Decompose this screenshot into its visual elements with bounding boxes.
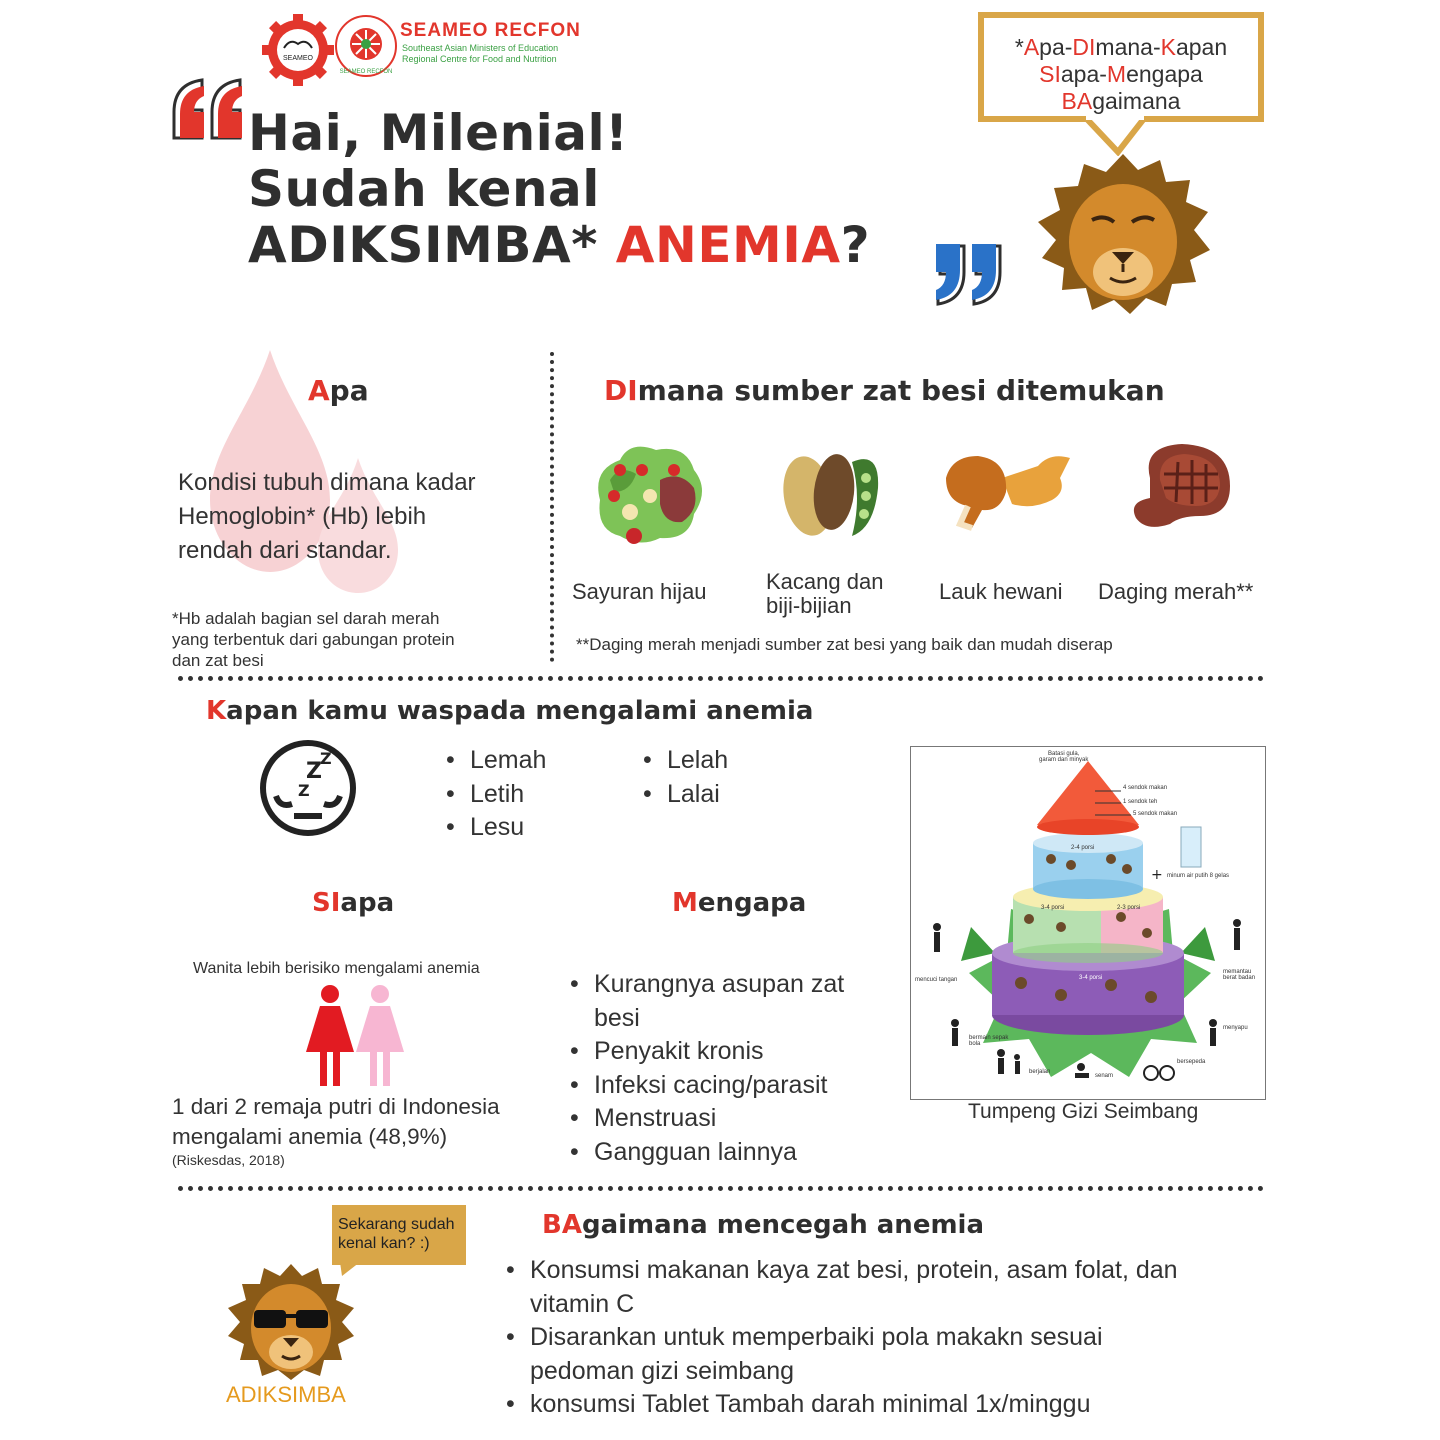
list-item: • Lesu [444,811,546,845]
vertical-divider [550,352,554,662]
prevention-list [504,1254,1178,1422]
food-label-kacang: Kacang dan biji-bijian [766,569,884,618]
salad-icon [590,440,710,548]
tumpeng-caption: Tumpeng Gizi Seimbang [968,1100,1199,1123]
svg-text:Z: Z [320,749,332,768]
title-line-2: Sudah kenal [248,160,600,218]
list-item: • Infeksi cacing/parasit [568,1069,844,1103]
apa-hb-note: *Hb adalah bagian sel darah merah yang terbentuk dari gabungan protein dan zat besi [172,609,455,670]
chicken-fish-icon [942,448,1076,540]
bagaimana-heading: BAgaimana mencegah anemia [542,1210,985,1240]
steak-icon [1130,440,1234,532]
tumpeng-portion-2: 3-4 porsi [1041,905,1065,911]
tumpeng-portion-1: 2-4 porsi [1071,845,1095,851]
symptom-list-1 [444,744,546,845]
food-label-sayuran: Sayuran hijau [572,579,707,604]
title-adiksimba: ADIKSIMBA* [248,216,598,274]
siapa-subtitle: Wanita lebih berisiko mengalami anemia [193,960,480,977]
kapan-heading: Kapan kamu waspada mengalami anemia [206,696,814,726]
tumpeng-water-note: minum air putih 8 gelas [1167,873,1230,879]
activity-label: mencuci tangan [915,977,958,983]
symptom-list-2 [641,744,728,811]
dimana-note: **Daging merah menjadi sumber zat besi yang baik dan mudah diserap [576,635,1113,654]
list-item: • Letih [444,778,546,812]
tumpeng-side-note-2: 1 sendok teh [1123,799,1158,805]
acronym-speech-bubble [978,12,1264,122]
activity-label: memantau berat badan [1223,969,1256,981]
mengapa-heading: Mengapa [672,888,807,918]
title-line-1: Hai, Milenial! [248,104,629,162]
list-item: • Lalai [641,778,728,812]
seameo-logo-text: SEAMEO [283,55,313,62]
activity-label: bermain sepak bola [969,1035,1009,1047]
list-item: • Kurangnya asupan zat besi [568,968,844,1035]
nuts-icon [778,448,886,540]
svg-text:+: + [1151,867,1163,883]
list-item: • Lelah [641,744,728,778]
reason-list [568,968,844,1169]
mascot-speech-bubble: Sekarang sudah kenal kan? :) [332,1205,466,1265]
sleepy-face-icon [258,738,358,838]
activity-label: bersepeda [1177,1059,1206,1065]
siapa-stat: 1 dari 2 remaja putri di Indonesia mengalami anemia (48,9%) [172,1094,500,1149]
tumpeng-graphic [911,747,1265,1099]
mascot-name: ADIKSIMBA [226,1382,346,1407]
siapa-heading: SIapa [312,888,395,918]
apa-description: Kondisi tubuh dimana kadar Hemoglobin* (Hb) lebih rendah dari standar. [178,469,476,564]
siapa-source: (Riskesdas, 2018) [172,1152,285,1168]
list-item: • konsumsi Tablet Tambah darah minimal 1x/minggu [504,1388,1178,1422]
seameo-gear-logo [262,14,334,86]
activity-label: berjalan [1029,1069,1051,1075]
lion-mascot-icon [1030,150,1216,316]
bubble-line-3: BAgaimana [1061,88,1181,114]
list-item: • Disarankan untuk memperbaiki pola makakn sesuai pedoman gizi seimbang [504,1321,1178,1388]
close-quote-icon [934,244,1006,306]
tumpeng-portion-4: 3-4 porsi [1079,975,1103,981]
tumpeng-side-note-3: 5 sendok makan [1133,811,1178,817]
list-item: • Gangguan lainnya [568,1136,844,1170]
activity-label: menyapu [1223,1025,1248,1031]
divider-1 [178,676,1264,681]
tumpeng-diagram [910,746,1266,1100]
list-item: • Penyakit kronis [568,1035,844,1069]
svg-text:Z: Z [306,759,322,784]
open-quote-icon [170,78,246,142]
tumpeng-portion-3: 2-3 porsi [1117,905,1141,911]
org-subtitle-1: Southeast Asian Ministers of Education [402,43,559,53]
apa-heading: Apa [308,374,369,407]
list-item: • Lemah [444,744,546,778]
food-label-lauk: Lauk hewani [939,579,1063,604]
bubble-line-2: SIapa-Mengapa [1039,61,1203,87]
dimana-heading: DImana sumber zat besi ditemukan [604,374,1165,407]
tumpeng-side-note-1: 4 sendok makan [1123,785,1168,791]
title-question: ? [840,216,871,274]
title-line-3 [248,216,870,274]
org-name: SEAMEO RECFON [400,20,581,41]
tumpeng-top-note: Batasi gula, garam dan minyak [1039,751,1089,763]
recfon-logo [334,14,398,78]
bubble-line-1: *Apa-DImana-Kapan [1014,34,1228,60]
divider-2 [178,1186,1264,1191]
recfon-logo-text: SEAMEO RECFON [339,69,393,75]
svg-text:Z: Z [298,781,310,800]
list-item: • Konsumsi makanan kaya zat besi, protein, asam folat, dan vitamin C [504,1254,1178,1321]
activity-label: senam [1095,1073,1114,1079]
women-icon [300,984,410,1088]
lion-sunglasses-icon [224,1262,358,1380]
org-subtitle-2: Regional Centre for Food and Nutrition [402,54,557,64]
list-item: • Menstruasi [568,1102,844,1136]
food-label-daging: Daging merah** [1098,579,1254,604]
title-anemia: ANEMIA [615,216,841,274]
